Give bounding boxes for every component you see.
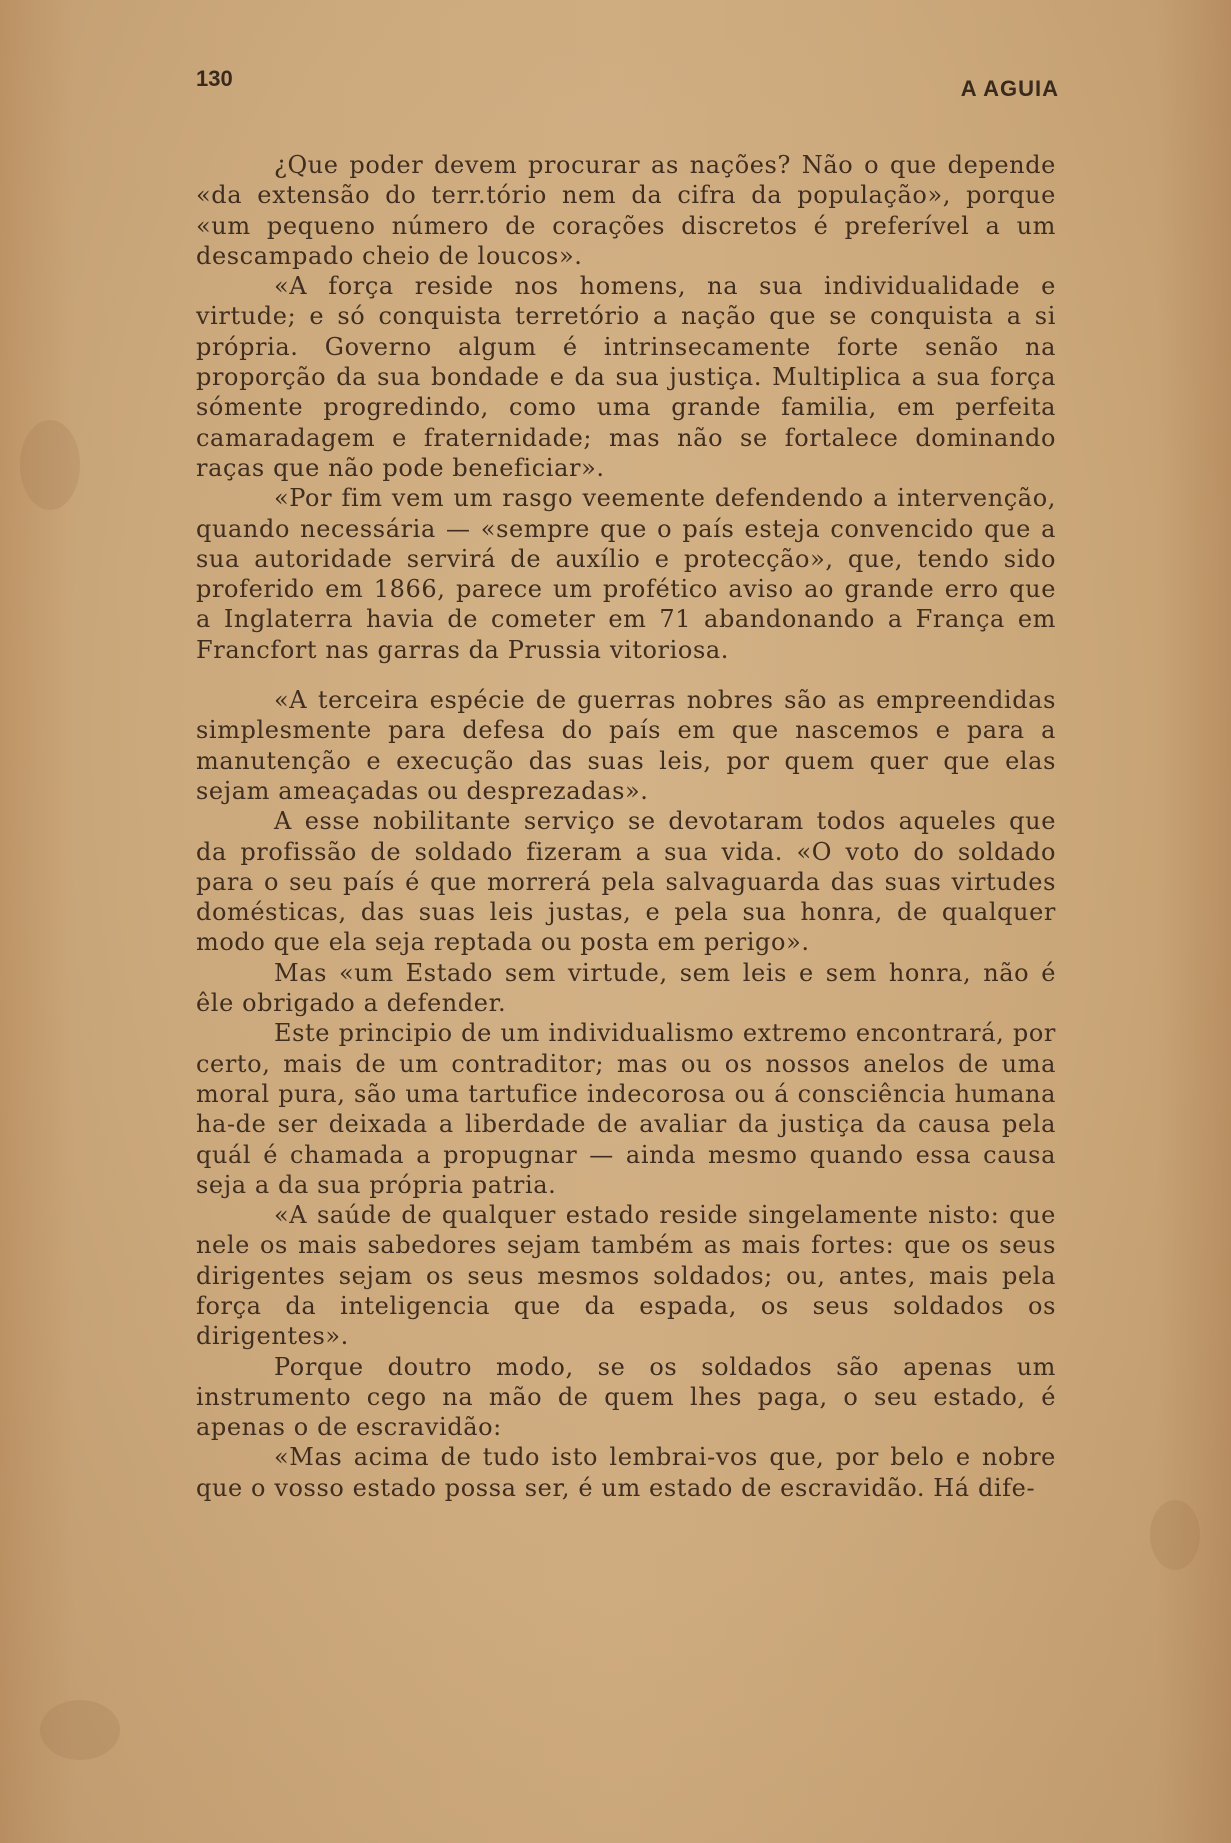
stain-mark <box>40 1700 120 1760</box>
paragraph: Mas «um Estado sem virtude, sem leis e sem honra, não é êle obrigado a defender. <box>196 958 1056 1018</box>
paragraph: A esse nobilitante serviço se devotaram todos aqueles que da profissão de soldado fizeram a sua vida. «O voto do soldado para o seu país é que morrerá pela salvaguarda das suas virtudes domésticas, das suas leis justas, e pela sua honra, de qualquer modo que ela seja reptada ou posta em perigo». <box>196 807 1056 957</box>
paragraph: «A força reside nos homens, na sua individualidade e virtude; e só conquista terretório a nação que se conquista a si própria. Governo algum é intrinsecamente forte senão na proporção da sua bondade e da sua justiça. Multiplica a sua força sómente progredindo, como uma grande familia, em perfeita camaradagem e fraternidade; mas não se fortalece dominando raças que não pode beneficiar». <box>196 272 1056 482</box>
article-body <box>196 150 1056 1503</box>
paragraph: Porque doutro modo, se os soldados são apenas um instrumento cego na mão de quem lhes paga, o seu estado, é apenas o de escravidão: <box>196 1352 1056 1442</box>
paragraph: «Por fim vem um rasgo veemente defendendo a intervenção, quando necessária — «sempre que o país esteja convencido que a sua autoridade servirá de auxílio e protecção», que, tendo sido proferido em 1866, parece um profético aviso ao grande erro que a Inglaterra havia de cometer em 71 abandonando a França em Francfort nas garras da Prussia vitoriosa. <box>196 484 1056 664</box>
paragraph: ¿Que poder devem procurar as nações? Não o que depende «da extensão do terr.tório nem da cifra da população», porque «um pequeno número de corações discretos é preferível a um descampado cheio de loucos». <box>196 151 1056 270</box>
paragraph: «A terceira espécie de guerras nobres são as empreendidas simplesmente para defesa do país em que nascemos e para a manutenção e execução das suas leis, por quem quer que elas sejam ameaçadas ou desprezadas». <box>196 686 1056 805</box>
paragraph: «A saúde de qualquer estado reside singelamente nisto: que nele os mais sabedores sejam também as mais fortes: que os seus dirigentes sejam os seus mesmos soldados; ou, antes, mais pela força da inteligencia que da espada, os seus soldados os dirigentes». <box>196 1201 1056 1351</box>
stain-mark <box>20 420 80 510</box>
paragraph: Este principio de um individualismo extremo encontrará, por certo, mais de um contraditor; mas ou os nossos anelos de uma moral pura, são uma tartufice indecorosa ou á consciência humana ha-de ser deixada a liberdade de avaliar da justiça da causa pela quál é chamada a propugnar — ainda mesmo quando essa causa seja a da sua própria patria. <box>196 1019 1056 1199</box>
journal-title: A AGUIA <box>960 76 1059 101</box>
paragraph: «Mas acima de tudo isto lembrai-vos que, por belo e nobre que o vosso estado possa ser, é um estado de escravidão. Há dife- <box>196 1443 1056 1502</box>
stain-mark <box>1150 1500 1200 1570</box>
page-number: 130 <box>196 66 233 91</box>
